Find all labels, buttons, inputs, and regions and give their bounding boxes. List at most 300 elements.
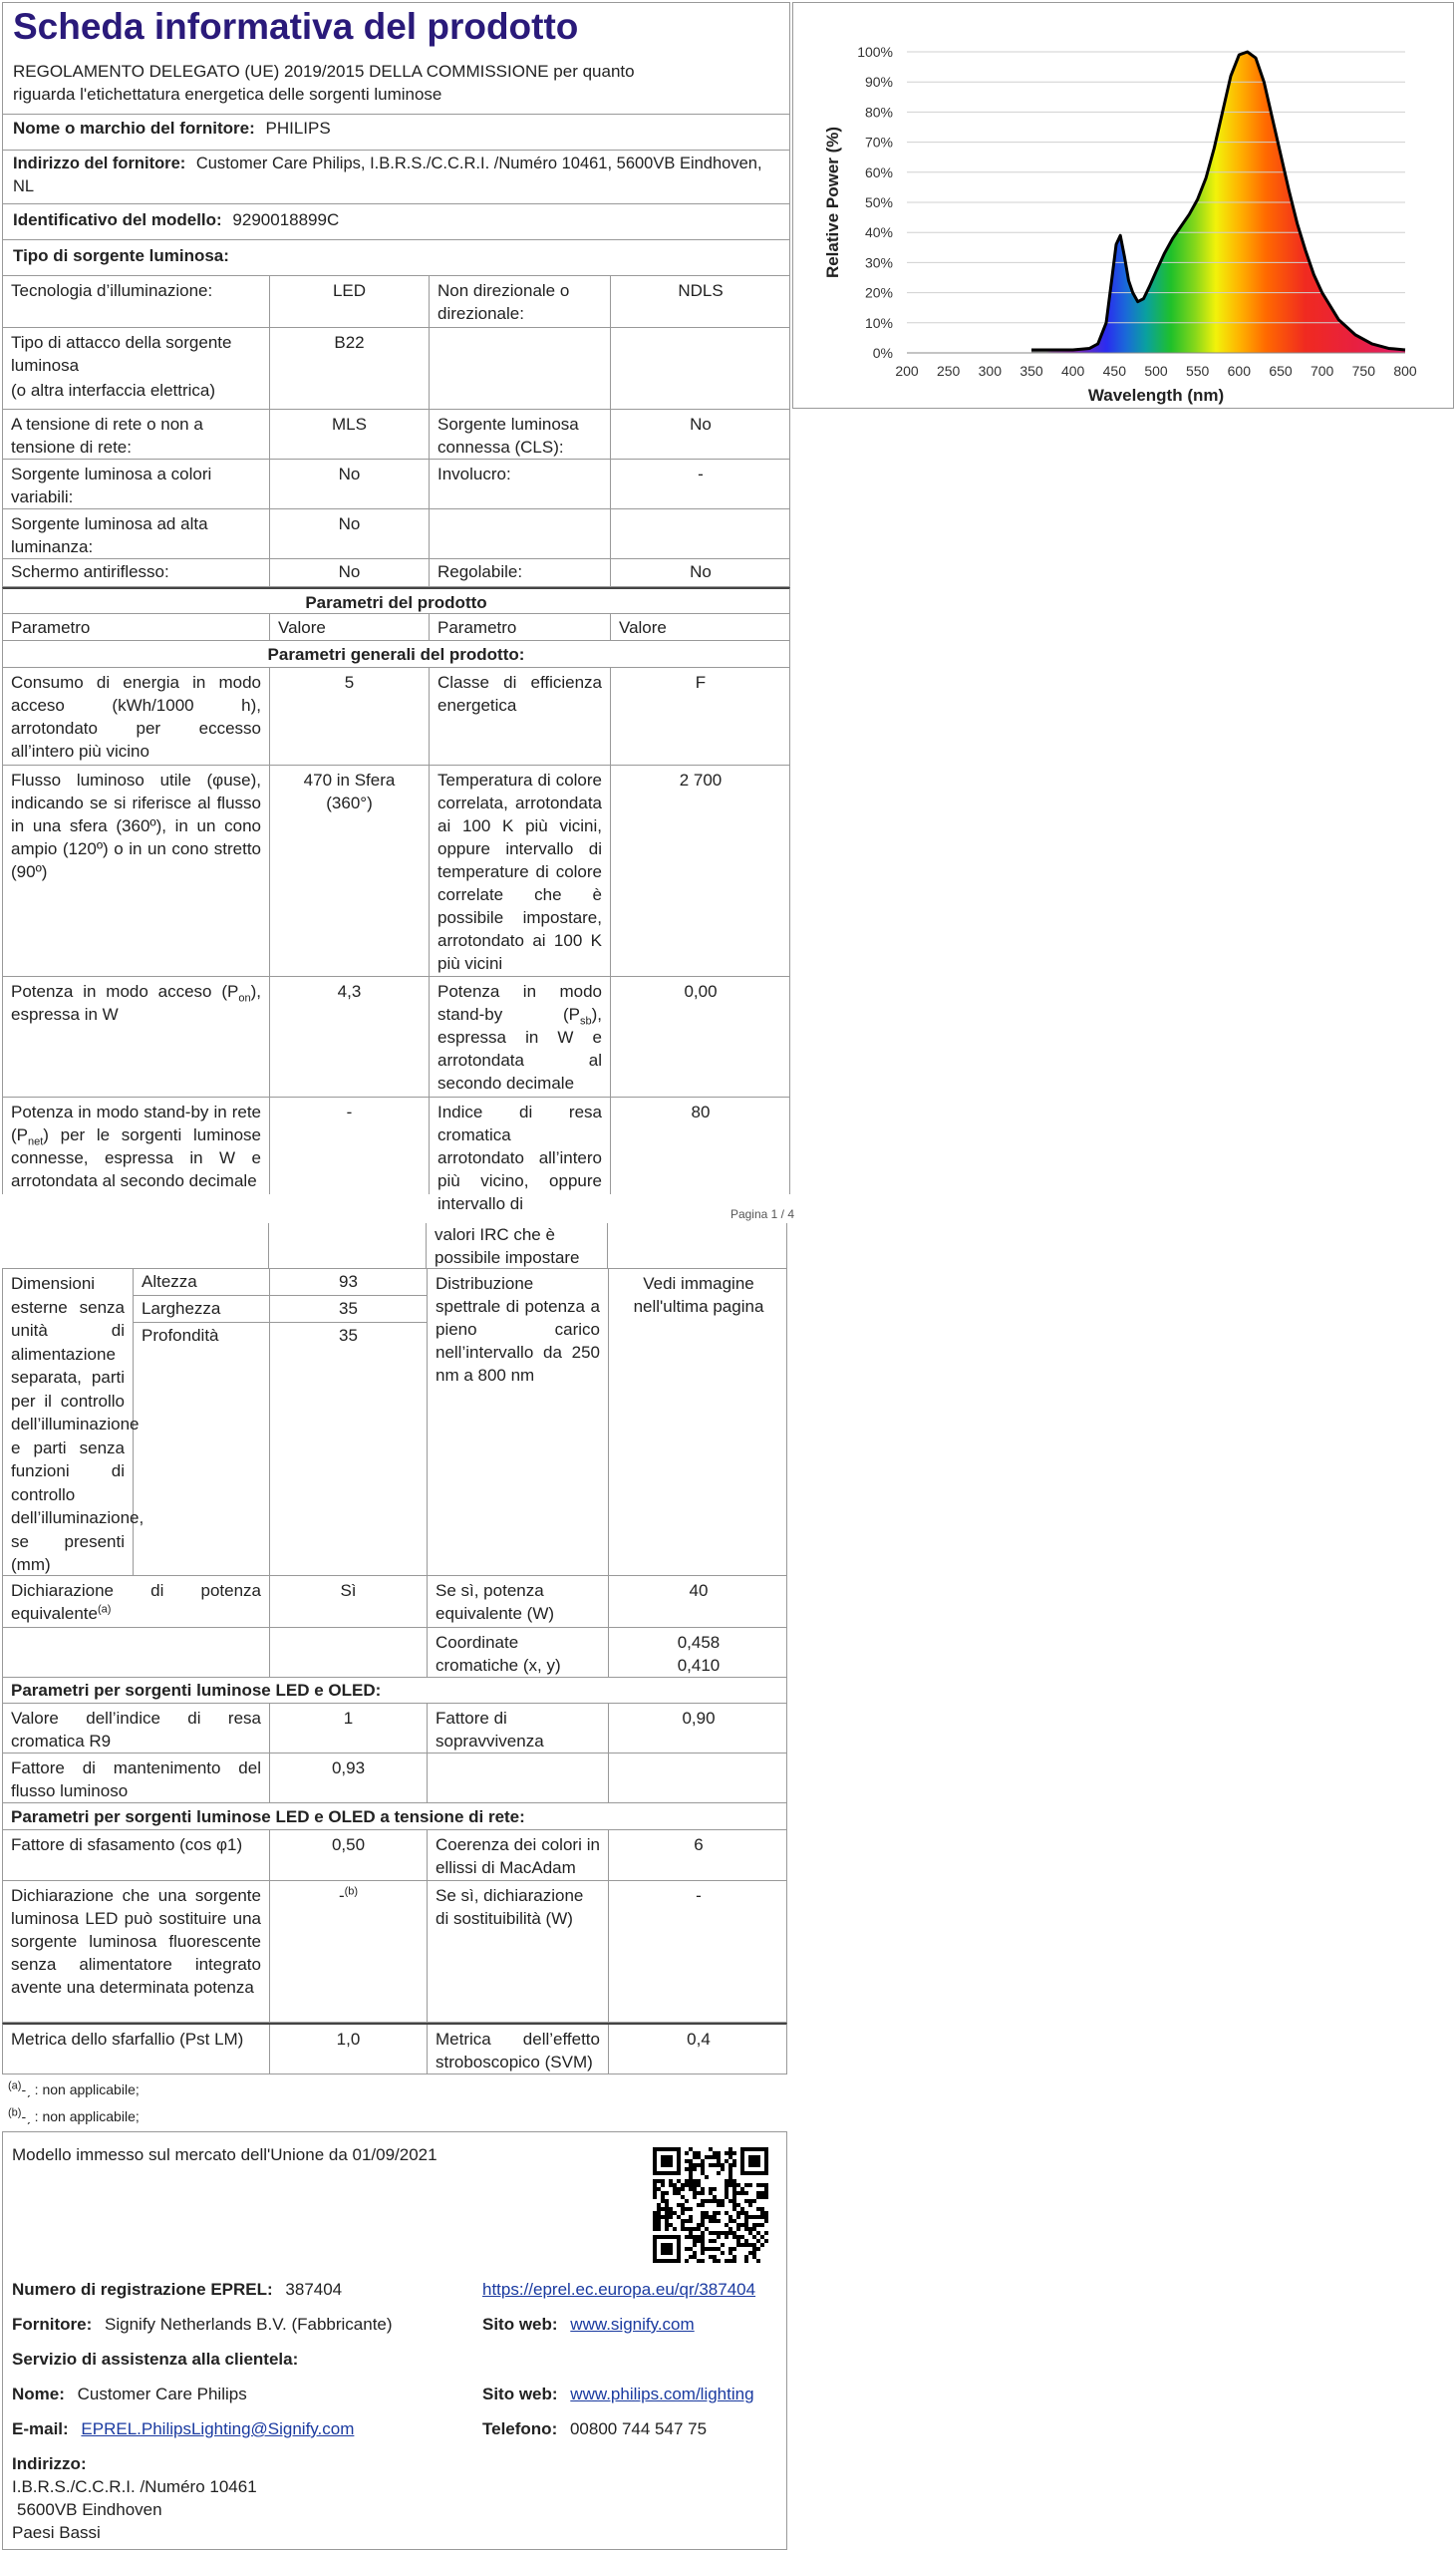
qr-module	[697, 2155, 701, 2159]
name-label: Nome:	[12, 2385, 65, 2403]
qr-module	[677, 2251, 681, 2255]
qr-module	[701, 2159, 705, 2163]
eprel-link[interactable]: https://eprel.ec.europa.eu/qr/387404	[482, 2280, 756, 2299]
qr-module	[677, 2155, 681, 2159]
qr-module	[665, 2227, 669, 2231]
qr-module	[665, 2219, 669, 2223]
qr-module	[681, 2227, 685, 2231]
qr-module	[673, 2227, 677, 2231]
qr-module	[653, 2171, 657, 2175]
pnet-sub: net	[28, 1135, 44, 1148]
qr-module	[713, 2151, 717, 2155]
qr-module	[653, 2159, 657, 2163]
qr-module	[760, 2215, 764, 2219]
qr-module	[721, 2167, 725, 2171]
type-value	[611, 328, 790, 409]
qr-module	[744, 2199, 748, 2203]
qr-module	[760, 2147, 764, 2151]
macadam-label: Coerenza dei colori in ellissi di MacAdam	[428, 1830, 609, 1880]
supplier-name-row	[2, 115, 790, 151]
qr-module	[673, 2183, 677, 2187]
qr-module	[657, 2235, 661, 2239]
maintenance-row	[2, 1754, 787, 1803]
x-tick-label: 500	[1144, 363, 1168, 379]
y-tick-label: 50%	[864, 194, 893, 210]
qr-module	[653, 2147, 657, 2151]
qr-module	[736, 2223, 740, 2227]
qr-module	[760, 2171, 764, 2175]
x-tick-label: 200	[895, 363, 919, 379]
qr-module	[653, 2211, 657, 2215]
psb-value: 0,00	[684, 982, 718, 1001]
qr-module	[701, 2211, 705, 2215]
qr-module	[732, 2199, 736, 2203]
qr-module	[677, 2159, 681, 2163]
pnet-label-b: ) per le sorgenti luminose connesse, espressa in W e arrotondata al secondo decimale	[11, 1125, 261, 1190]
qr-module	[728, 2163, 732, 2167]
qr-module	[661, 2251, 665, 2255]
type-table-row-6	[2, 559, 790, 587]
type-value	[611, 509, 790, 558]
qr-module	[740, 2207, 744, 2211]
qr-module	[736, 2239, 740, 2243]
qr-module	[744, 2191, 748, 2195]
note-b	[8, 2105, 140, 2128]
y-tick-label: 70%	[864, 134, 893, 151]
qr-module	[673, 2171, 677, 2175]
qr-module	[681, 2219, 685, 2223]
type-value: No	[690, 562, 712, 581]
equiv-sup: (a)	[97, 1603, 112, 1616]
qr-module	[752, 2243, 756, 2247]
qr-module	[717, 2259, 721, 2263]
qr-module	[764, 2147, 768, 2151]
params-col-header	[2, 614, 790, 641]
qr-module	[736, 2191, 740, 2195]
qr-module	[661, 2171, 665, 2175]
qr-module	[689, 2159, 693, 2163]
spectrum-chart-box	[792, 2, 1454, 409]
email-link[interactable]: EPREL.PhilipsLighting@Signify.com	[81, 2419, 355, 2438]
qr-module	[689, 2183, 693, 2187]
chroma-label: Coordinate cromatiche (x, y)	[428, 1628, 609, 1677]
qr-module	[685, 2151, 689, 2155]
qr-module	[736, 2203, 740, 2207]
qr-module	[701, 2239, 705, 2243]
type-table-row-3	[2, 410, 790, 460]
qr-module	[677, 2147, 681, 2151]
qr-module	[669, 2235, 673, 2239]
qr-module	[693, 2239, 697, 2243]
strobo-value: 0,4	[687, 2030, 711, 2049]
qr-module	[732, 2159, 736, 2163]
cos-row	[2, 1830, 787, 1881]
qr-module	[748, 2227, 752, 2231]
type-param: A tensione di rete o non a tensione di rete:	[3, 410, 270, 459]
chart-ylabel: Relative Power (%)	[823, 126, 842, 279]
qr-module	[653, 2255, 657, 2259]
qr-module	[685, 2219, 689, 2223]
qr-module	[657, 2215, 661, 2219]
qr-module	[764, 2155, 768, 2159]
qr-module	[717, 2247, 721, 2251]
supplier-address-row	[2, 151, 790, 204]
chroma-empty	[270, 1628, 428, 1677]
qr-module	[748, 2199, 752, 2203]
pon-label-a: Potenza in modo acceso (P	[11, 982, 239, 1001]
qr-module	[764, 2191, 768, 2195]
qr-module	[764, 2239, 768, 2243]
qr-module	[669, 2171, 673, 2175]
replace-sup: (b)	[344, 1885, 359, 1898]
eprel-label: Numero di registrazione EPREL:	[12, 2280, 273, 2299]
qr-module	[677, 2259, 681, 2263]
qr-module	[669, 2183, 673, 2187]
qr-module	[709, 2231, 713, 2235]
website2-line	[482, 2383, 754, 2405]
pnet-label	[3, 1098, 270, 1194]
qr-module	[653, 2251, 657, 2255]
chroma-x: 0,458	[677, 1633, 721, 1652]
qr-module	[689, 2255, 693, 2259]
qr-module	[721, 2199, 725, 2203]
spd-label: Distribuzione spettrale di potenza a pieno carico nell’intervallo da 250 nm a 800 nm	[428, 1269, 609, 1575]
qr-module	[728, 2259, 732, 2263]
signify-link[interactable]: www.signify.com	[570, 2315, 695, 2334]
qr-module	[721, 2243, 725, 2247]
type-param-main: Tipo di attacco della sorgente luminosa	[11, 333, 232, 375]
qr-module	[665, 2223, 669, 2227]
qr-module	[697, 2163, 701, 2167]
qr-module	[653, 2163, 657, 2167]
cri-continuation-row	[2, 1223, 787, 1269]
qr-module	[740, 2243, 744, 2247]
qr-module	[744, 2211, 748, 2215]
qr-module	[732, 2191, 736, 2195]
qr-module	[705, 2175, 709, 2179]
qr-module	[653, 2155, 657, 2159]
qr-module	[653, 2235, 657, 2239]
qr-module	[748, 2163, 752, 2167]
qr-module	[732, 2195, 736, 2199]
qr-module	[673, 2147, 677, 2151]
qr-module	[693, 2195, 697, 2199]
cri-cont-empty	[2, 1223, 269, 1268]
equiv-power-value: 40	[689, 1581, 709, 1600]
qr-module	[725, 2151, 728, 2155]
qr-module	[713, 2163, 717, 2167]
type-value: No	[270, 559, 430, 586]
note-b-text: -ˏ : non applicabile;	[21, 2108, 140, 2124]
qr-module	[701, 2219, 705, 2223]
qr-module	[669, 2259, 673, 2263]
qr-module	[764, 2231, 768, 2235]
qr-module	[673, 2187, 677, 2191]
type-table-row-5	[2, 509, 790, 559]
type-param	[430, 509, 611, 558]
qr-module	[728, 2183, 732, 2187]
qr-module	[657, 2207, 661, 2211]
type-param: Sorgente luminosa a colori variabili:	[3, 460, 270, 508]
qr-module	[709, 2247, 713, 2251]
page-title: Scheda informativa del prodotto	[13, 6, 579, 47]
type-value: -	[698, 465, 704, 483]
qr-module	[732, 2219, 736, 2223]
qr-module	[764, 2183, 768, 2187]
qr-module	[713, 2231, 717, 2235]
qr-module	[701, 2203, 705, 2207]
qr-module	[673, 2259, 677, 2263]
type-param: Schermo antiriflesso:	[3, 559, 270, 586]
qr-module	[744, 2255, 748, 2259]
qr-module	[661, 2159, 665, 2163]
qr-module	[756, 2163, 760, 2167]
pnet-row	[2, 1098, 790, 1213]
qr-module	[713, 2195, 717, 2199]
qr-module	[756, 2195, 760, 2199]
qr-module	[681, 2187, 685, 2191]
qr-module	[740, 2171, 744, 2175]
qr-module	[756, 2147, 760, 2151]
qr-module	[764, 2215, 768, 2219]
qr-module	[752, 2171, 756, 2175]
qr-module	[701, 2167, 705, 2171]
pon-sub: on	[238, 992, 251, 1005]
qr-module	[657, 2171, 661, 2175]
qr-module	[732, 2183, 736, 2187]
qr-module	[669, 2211, 673, 2215]
qr-module	[657, 2223, 661, 2227]
model-label: Identificativo del modello:	[13, 210, 222, 229]
qr-module	[689, 2207, 693, 2211]
qr-module	[748, 2231, 752, 2235]
qr-module	[725, 2179, 728, 2183]
qr-module	[740, 2211, 744, 2215]
type-param	[3, 328, 270, 409]
qr-module	[689, 2171, 693, 2175]
qr-module	[744, 2223, 748, 2227]
address-label: Indirizzo:	[12, 2454, 87, 2473]
x-tick-label: 250	[936, 363, 961, 379]
qr-module	[725, 2223, 728, 2227]
type-param-sub: (o altra interfaccia elettrica)	[11, 381, 216, 400]
type-label: Tipo di sorgente luminosa:	[13, 246, 229, 265]
qr-module	[713, 2187, 717, 2191]
philips-link[interactable]: www.philips.com/lighting	[570, 2385, 754, 2403]
qr-module	[681, 2203, 685, 2207]
psb-label-a: Potenza in modo stand-by (P	[437, 982, 602, 1024]
header-box	[2, 2, 790, 115]
qr-module	[653, 2223, 657, 2227]
qr-module	[673, 2191, 677, 2195]
qr-module	[685, 2179, 689, 2183]
qr-module	[701, 2171, 705, 2175]
qr-module	[673, 2211, 677, 2215]
qr-module	[744, 2259, 748, 2263]
qr-module	[677, 2171, 681, 2175]
qr-module	[689, 2215, 693, 2219]
qr-module	[740, 2235, 744, 2239]
website2-label: Sito web:	[482, 2385, 558, 2403]
qr-code-icon	[653, 2147, 768, 2263]
col-param: Parametro	[3, 614, 270, 640]
qr-module	[736, 2235, 740, 2239]
qr-module	[653, 2243, 657, 2247]
qr-module	[709, 2187, 713, 2191]
qr-module	[752, 2255, 756, 2259]
qr-module	[669, 2207, 673, 2211]
qr-module	[732, 2207, 736, 2211]
qr-module	[709, 2215, 713, 2219]
service-label: Servizio di assistenza alla clientela:	[12, 2350, 299, 2369]
type-param	[430, 328, 611, 409]
qr-module	[725, 2191, 728, 2195]
qr-module	[713, 2155, 717, 2159]
qr-module	[728, 2231, 732, 2235]
qr-module	[764, 2151, 768, 2155]
qr-module	[760, 2243, 764, 2247]
qr-module	[685, 2247, 689, 2251]
qr-module	[681, 2183, 685, 2187]
qr-module	[685, 2235, 689, 2239]
replace-p2: Se sì, dichiarazione di sostituibilità (W)	[428, 1881, 609, 2022]
qr-module	[760, 2235, 764, 2239]
qr-module	[693, 2255, 697, 2259]
qr-module	[709, 2147, 713, 2151]
x-tick-label: 300	[978, 363, 1003, 379]
type-param: Non direzionale o direzionale:	[430, 276, 611, 327]
qr-module	[653, 2239, 657, 2243]
r9-value: 1	[270, 1704, 428, 1753]
pon-label	[3, 977, 270, 1097]
qr-module	[740, 2159, 744, 2163]
qr-module	[693, 2243, 697, 2247]
qr-module	[669, 2243, 673, 2247]
type-value: B22	[270, 328, 430, 409]
qr-module	[669, 2247, 673, 2251]
equiv-row	[2, 1576, 787, 1628]
qr-module	[701, 2251, 705, 2255]
qr-module	[705, 2199, 709, 2203]
maintenance-empty	[428, 1754, 609, 1802]
qr-module	[748, 2155, 752, 2159]
qr-module	[740, 2167, 744, 2171]
qr-module	[701, 2163, 705, 2167]
qr-module	[677, 2247, 681, 2251]
replace-label: Dichiarazione che una sorgente luminosa LED può sostituire una sorgente luminosa fluorescente senza alimentatore integrato avente una determinata potenza	[3, 1881, 270, 2022]
qr-module	[653, 2215, 657, 2219]
qr-module	[693, 2163, 697, 2167]
footer-supplier-label: Fornitore:	[12, 2315, 93, 2334]
qr-module	[653, 2219, 657, 2223]
qr-module	[653, 2167, 657, 2171]
qr-module	[665, 2259, 669, 2263]
y-tick-label: 30%	[864, 254, 893, 271]
qr-module	[740, 2151, 744, 2155]
qr-module	[701, 2199, 705, 2203]
qr-module	[669, 2163, 673, 2167]
qr-module	[685, 2199, 689, 2203]
qr-module	[693, 2151, 697, 2155]
qr-module	[736, 2211, 740, 2215]
macadam-value: 6	[694, 1835, 704, 1854]
qr-module	[744, 2171, 748, 2175]
maintenance-label: Fattore di mantenimento del flusso luminoso	[3, 1754, 270, 1802]
qr-module	[756, 2215, 760, 2219]
qr-module	[681, 2223, 685, 2227]
qr-module	[748, 2183, 752, 2187]
qr-module	[760, 2211, 764, 2215]
supplier-line	[12, 2313, 393, 2336]
qr-module	[752, 2147, 756, 2151]
qr-module	[752, 2163, 756, 2167]
qr-module	[717, 2211, 721, 2215]
qr-module	[665, 2207, 669, 2211]
qr-module	[665, 2159, 669, 2163]
qr-module	[669, 2179, 673, 2183]
qr-module	[721, 2203, 725, 2207]
type-table-row-4	[2, 460, 790, 509]
qr-module	[701, 2223, 705, 2227]
qr-module	[740, 2147, 744, 2151]
spectrum-chart	[793, 3, 1453, 408]
qr-module	[764, 2219, 768, 2223]
qr-module	[689, 2235, 693, 2239]
qr-module	[752, 2199, 756, 2203]
psb-label	[430, 977, 611, 1097]
address-line-1: I.B.R.S./C.C.R.I. /Numéro 10461	[12, 2477, 257, 2496]
qr-module	[736, 2243, 740, 2247]
type-value: NDLS	[678, 281, 724, 300]
qr-module	[709, 2155, 713, 2159]
qr-module	[760, 2191, 764, 2195]
qr-module	[717, 2231, 721, 2235]
equiv-value: Sì	[270, 1576, 428, 1627]
type-row	[2, 240, 790, 276]
supplier-address-value: Customer Care Philips, I.B.R.S./C.C.R.I. /Numéro 10461, 5600VB Eindhoven, NL	[13, 155, 762, 195]
type-value: No	[690, 415, 712, 434]
qr-module	[740, 2163, 744, 2167]
qr-module	[756, 2231, 760, 2235]
r9-label: Valore dell’indice di resa cromatica R9	[3, 1704, 270, 1753]
pnet-label-a: Potenza in modo stand-by in rete (P	[11, 1103, 261, 1144]
qr-module	[744, 2183, 748, 2187]
qr-module	[697, 2227, 701, 2231]
qr-module	[661, 2147, 665, 2151]
qr-module	[701, 2231, 705, 2235]
eprel-value: 387404	[285, 2280, 343, 2299]
dims-label: Dimensioni esterne senza unità di alimentazione separata, parti per il controllo dell’illuminazione e parti senza funzioni di controllo dell’illuminazione, se presenti (mm)	[3, 1269, 134, 1575]
pon-value: 4,3	[270, 977, 430, 1097]
mains-title: Parametri per sorgenti luminose LED e OLED a tensione di rete:	[2, 1803, 787, 1830]
qr-module	[697, 2239, 701, 2243]
qr-module	[653, 2259, 657, 2263]
qr-module	[713, 2255, 717, 2259]
qr-module	[756, 2155, 760, 2159]
class-value: F	[695, 673, 707, 692]
qr-module	[725, 2195, 728, 2199]
cos-value: 0,50	[270, 1830, 428, 1880]
qr-module	[689, 2231, 693, 2235]
power-row	[2, 977, 790, 1098]
energy-row	[2, 668, 790, 766]
qr-module	[752, 2155, 756, 2159]
qr-module	[673, 2235, 677, 2239]
qr-module	[760, 2183, 764, 2187]
qr-module	[697, 2235, 701, 2239]
flicker-value: 1,0	[270, 2025, 428, 2074]
qr-module	[728, 2251, 732, 2255]
